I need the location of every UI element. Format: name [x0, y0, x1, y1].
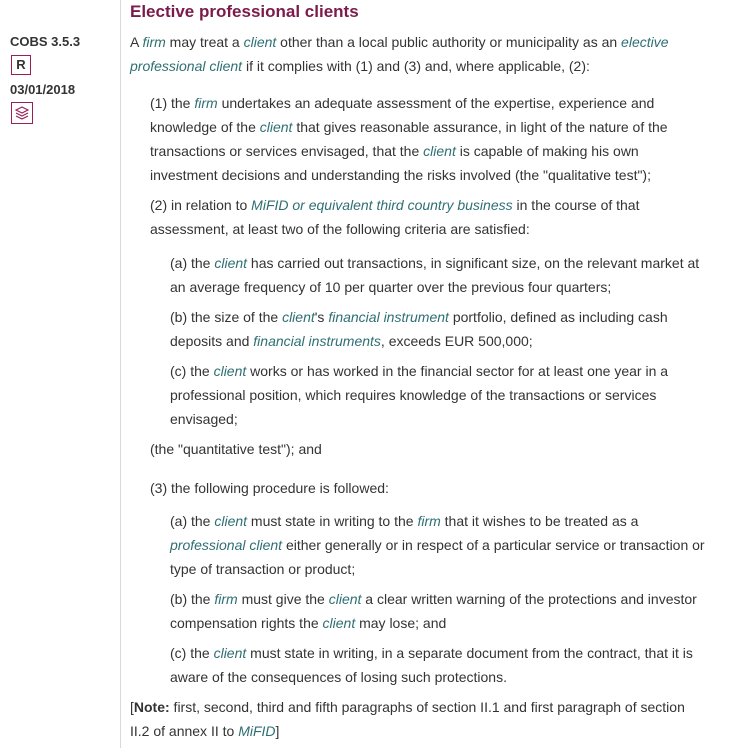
- paragraph-3a: (a) the client must state in writing to the firm that it wishes to be treated as a professional client either generally or in respect of a particular service or transaction or type of transaction or product;: [170, 513, 705, 577]
- paragraph-1: (1) the firm undertakes an adequate assessment of the expertise, experience and knowledge of the client that gives reasonable assurance, in light of the nature of the transactions or services envisaged, that the client is capable of making his own investment decisions and understanding the risks involved (the "qualitative test");: [150, 95, 668, 183]
- paragraph-2a: (a) the client has carried out transactions, in significant size, on the relevant market at an average frequency of 10 per quarter over the previous four quarters;: [170, 255, 700, 295]
- glossary-link-mifid-business[interactable]: MiFID or equivalent third country business: [251, 197, 513, 213]
- paragraph-3b: (b) the firm must give the client a clear written warning of the protections and investor compensation rights the client may lose; and: [170, 591, 697, 631]
- glossary-link-elective-professional-client[interactable]: elective professional client: [130, 34, 669, 74]
- source-note: [Note: first, second, third and fifth paragraphs of section II.1 and first paragraph of section II.2 of annex II to MiFID]: [130, 699, 685, 739]
- paragraph-3c: (c) the client must state in writing, in a separate document from the contract, that it is aware of the consequences of losing such protections.: [170, 645, 693, 685]
- timeline-icon-glyph: [15, 106, 29, 120]
- glossary-link-client[interactable]: client: [214, 255, 248, 271]
- quantitative-test-line: (the "quantitative test"); and: [150, 441, 322, 457]
- paragraph-2b: (b) the size of the client's financial instrument portfolio, defined as including cash deposits and financial instruments, exceeds EUR 500,000;: [170, 309, 668, 349]
- glossary-link-client[interactable]: client: [213, 645, 247, 661]
- glossary-link-client[interactable]: client: [259, 119, 293, 135]
- provision-date: 03/01/2018: [10, 82, 76, 97]
- paragraph-2: (2) in relation to MiFID or equivalent third country business in the course of that assessment, at least two of the following criteria are satisfied:: [150, 197, 640, 237]
- section-title: Elective professional clients: [130, 2, 359, 21]
- rule-type-badge[interactable]: R: [11, 55, 31, 75]
- glossary-link-firm[interactable]: firm: [194, 95, 218, 111]
- glossary-link-financial-instruments[interactable]: financial instruments: [253, 333, 381, 349]
- glossary-link-client[interactable]: client: [213, 363, 247, 379]
- glossary-link-client[interactable]: client: [423, 143, 456, 159]
- glossary-link-mifid[interactable]: MiFID: [238, 723, 276, 739]
- timeline-icon[interactable]: [11, 102, 33, 124]
- paragraph-3: (3) the following procedure is followed:: [150, 480, 389, 496]
- glossary-link-client[interactable]: client: [214, 513, 248, 529]
- paragraph-2c: (c) the client works or has worked in the financial sector for at least one year in a professional position, which requires knowledge of the transactions or services envisaged;: [170, 363, 669, 427]
- provision-reference: COBS 3.5.3: [10, 34, 81, 49]
- glossary-link-firm[interactable]: firm: [214, 591, 238, 607]
- intro-paragraph: A firm may treat a client other than a local public authority or municipality as an elective professional client if it complies with (1) and (3) and, where applicable, (2):: [130, 34, 669, 74]
- glossary-link-client[interactable]: client: [322, 615, 356, 631]
- glossary-link-firm[interactable]: firm: [417, 513, 441, 529]
- glossary-link-professional-client[interactable]: professional client: [170, 537, 283, 553]
- glossary-link-financial-instrument[interactable]: financial instrument: [328, 309, 449, 325]
- glossary-link-client[interactable]: client: [328, 591, 362, 607]
- glossary-link-firm[interactable]: firm: [142, 34, 166, 50]
- note-label: Note:: [133, 699, 170, 715]
- glossary-link-client[interactable]: client: [243, 34, 277, 50]
- glossary-link-client[interactable]: client: [282, 309, 315, 325]
- provision-sidebar: [0, 0, 121, 748]
